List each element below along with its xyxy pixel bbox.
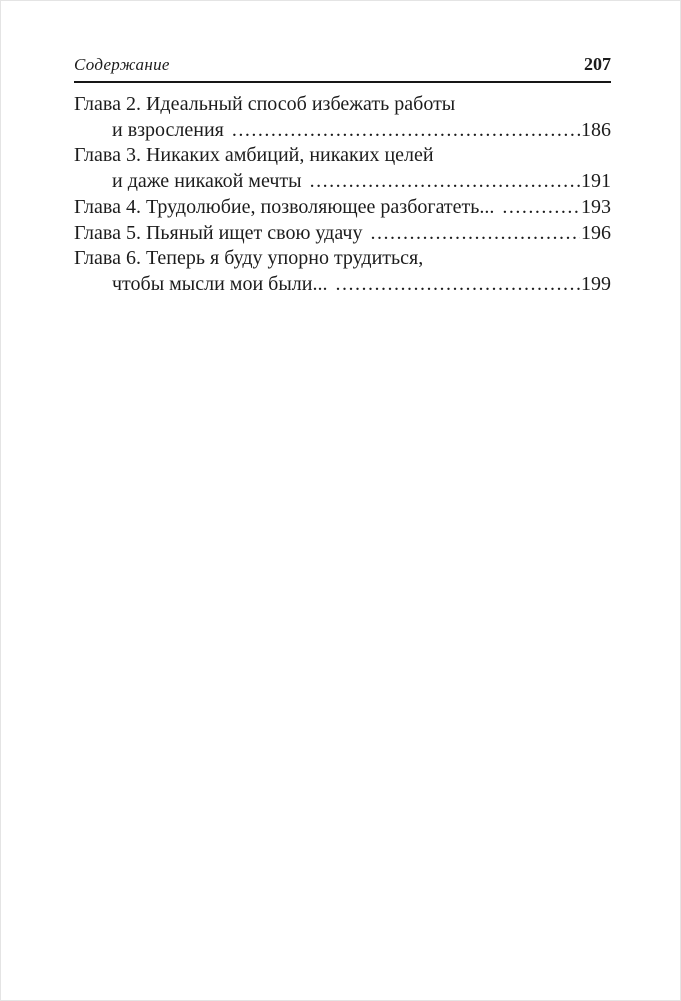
toc-entry-text: и взросления: [112, 118, 224, 141]
toc-entry-line: [74, 92, 611, 118]
toc-entry: [74, 92, 611, 143]
toc-entry-line: [74, 272, 611, 298]
toc-entry-text: Глава 4. Трудолюбие, позволяющее разбогатеть...: [74, 195, 495, 218]
header-page-number: 207: [584, 54, 611, 74]
toc-entry-line: [74, 195, 611, 221]
toc-page-number: 199: [581, 272, 611, 295]
toc-page-number: 193: [581, 195, 611, 218]
toc-page-number: 196: [581, 221, 611, 244]
running-title: Содержание: [74, 55, 170, 74]
dot-leader: [232, 118, 580, 144]
toc-entry-line: [74, 246, 611, 272]
dot-leader: [335, 272, 580, 298]
toc-entry: [74, 246, 611, 297]
toc-entry-text: Глава 6. Теперь я буду упорно трудиться,: [74, 247, 424, 270]
toc-entry-line: [74, 221, 611, 247]
toc-entry-line: [74, 143, 611, 169]
dot-leader: [502, 195, 580, 221]
toc-entry-text: чтобы мысли мои были...: [112, 272, 328, 295]
toc-entry-text: и даже никакой мечты: [112, 170, 302, 193]
toc-entry-line: [74, 169, 611, 195]
toc-entry-text: Глава 2. Идеальный способ избежать работы: [74, 93, 456, 115]
toc-entry: [74, 143, 611, 194]
toc-entry: [74, 221, 611, 247]
toc-entry: [74, 195, 611, 221]
toc-entry-text: Глава 3. Никаких амбиций, никаких целей: [74, 144, 434, 167]
toc-list: [74, 92, 611, 298]
dot-leader: [370, 221, 580, 247]
dot-leader: [310, 169, 580, 195]
toc-entry-text: Глава 5. Пьяный ищет свою удачу: [74, 221, 363, 244]
toc-entry-line: [74, 118, 611, 144]
page-header: [74, 54, 611, 83]
toc-page-number: 186: [581, 118, 611, 141]
toc-page-number: 191: [581, 170, 611, 193]
